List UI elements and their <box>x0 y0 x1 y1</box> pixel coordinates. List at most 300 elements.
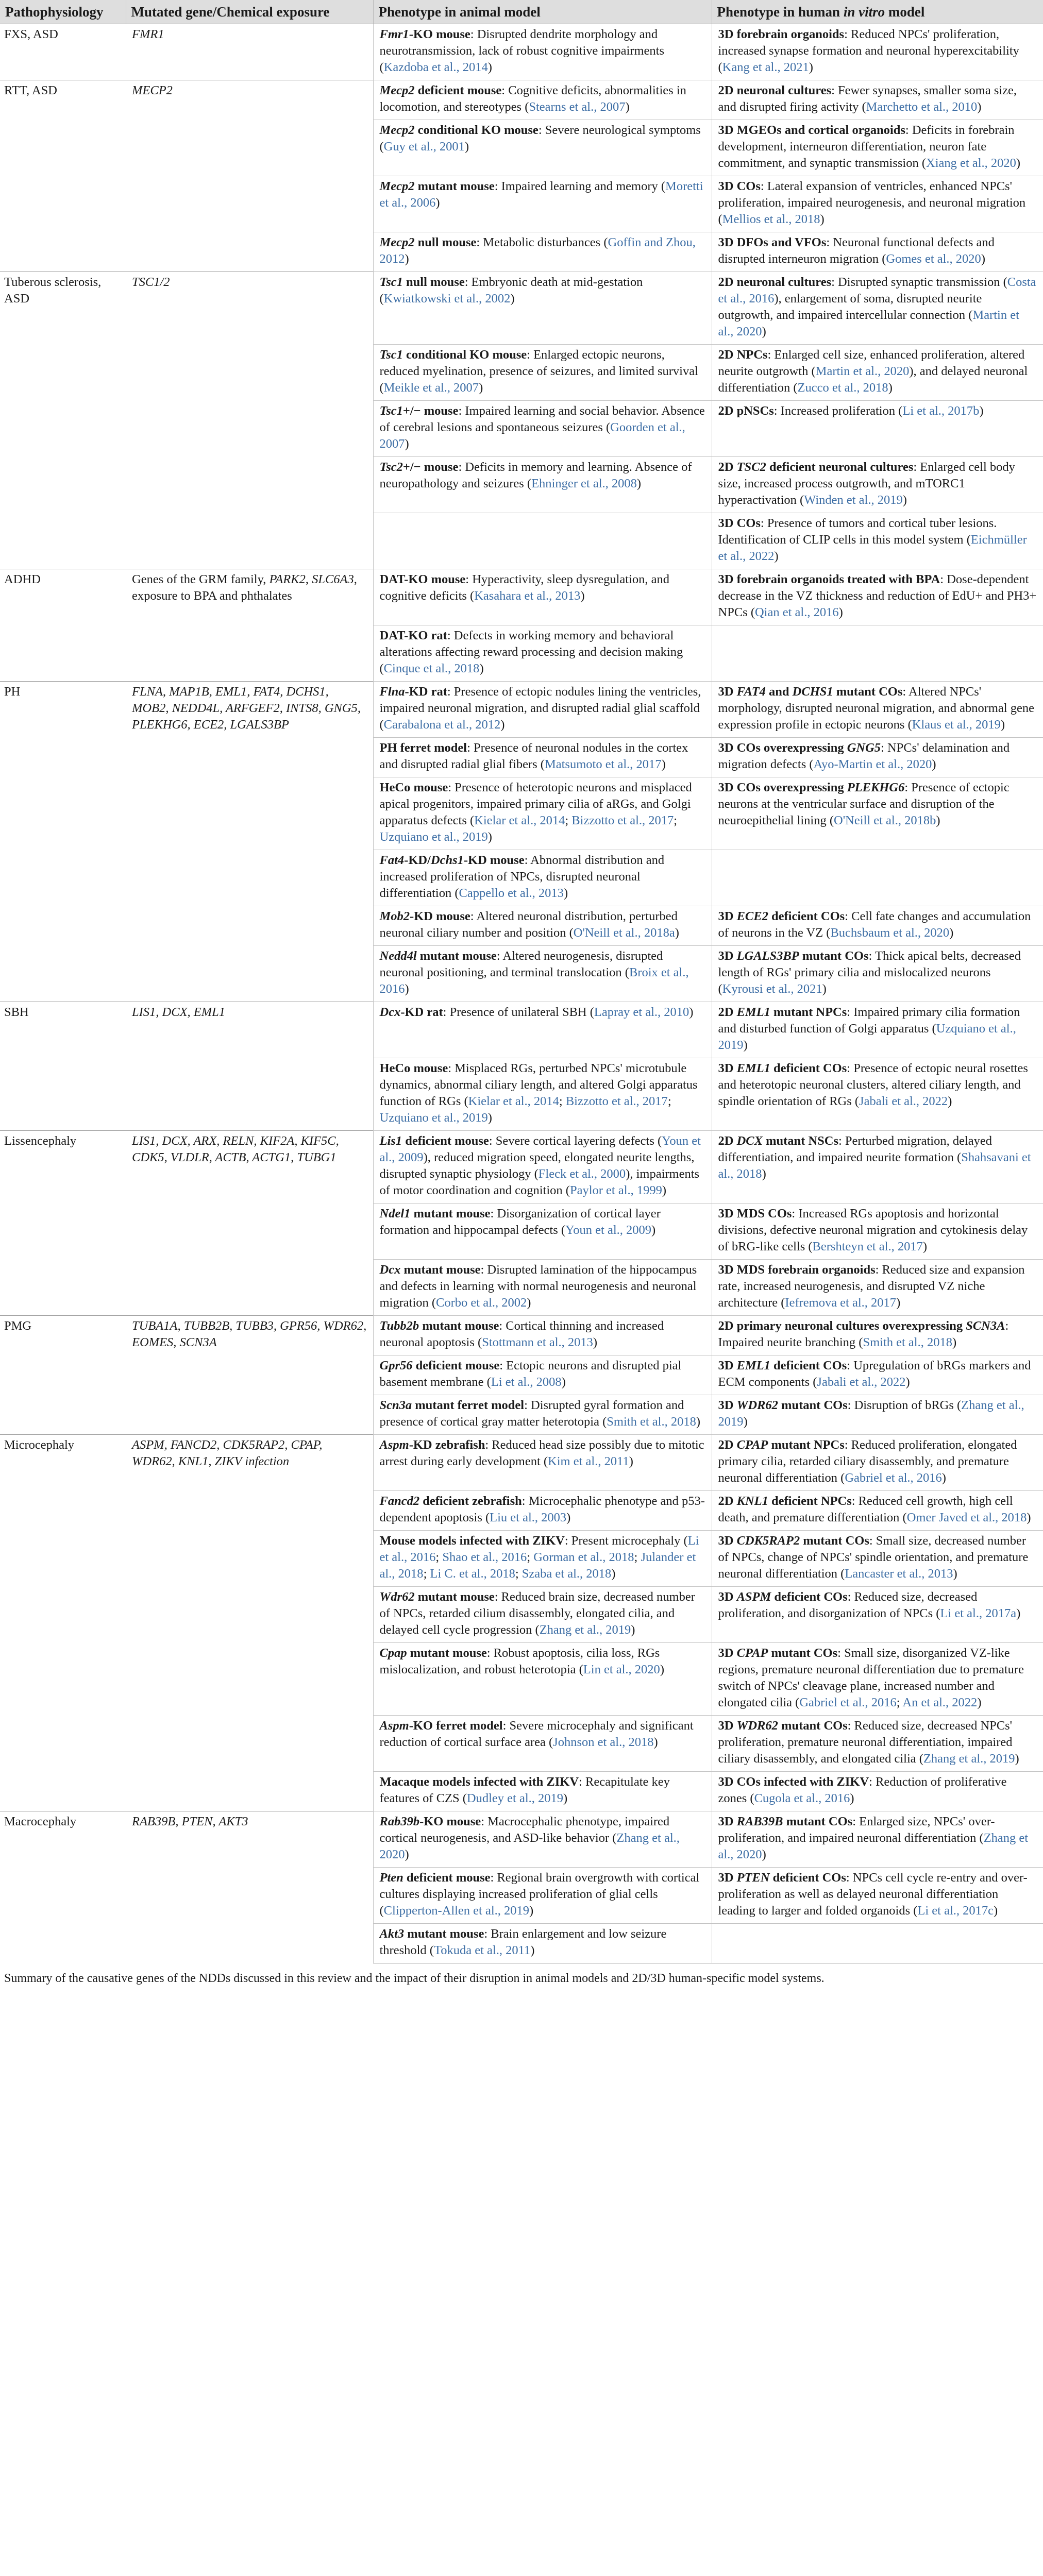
citation-link[interactable]: Bizzotto et al., 2017 <box>571 814 674 827</box>
phenotype-text: ) <box>405 1848 409 1861</box>
gene-name: SCN3A <box>966 1319 1005 1333</box>
model-label: 3D <box>718 1815 737 1828</box>
phenotype-text: : Severe cortical layering defects ( <box>489 1134 662 1148</box>
phenotype-text: : Presence of unilateral SBH ( <box>443 1005 594 1019</box>
citation-link[interactable]: Carabalona et al., 2012 <box>383 718 501 732</box>
citation-link[interactable]: Kyrousi et al., 2021 <box>722 982 822 996</box>
phenotype-text: : Reduced cell growth, high cell death, and premature differentiation ( <box>718 1494 1013 1524</box>
model-label: 2D <box>718 1438 737 1452</box>
citation-link[interactable]: Szaba et al., 2018 <box>522 1567 612 1581</box>
model-label: deficient COs <box>769 1871 846 1885</box>
model-label: DAT-KO rat <box>379 629 447 642</box>
animal-phenotype-cell <box>373 625 712 682</box>
citation-link[interactable]: Uzquiano et al., 2019 <box>379 830 488 844</box>
animal-phenotype-cell <box>373 401 712 457</box>
gene-name: ECE2 <box>736 909 768 923</box>
model-label: 3D forebrain organoids treated with BPA <box>718 572 940 586</box>
citation-link[interactable]: Johnson et al., 2018 <box>553 1735 654 1749</box>
phenotype-text: ) <box>529 1904 534 1918</box>
phenotype-text: ), enlargement of soma, disrupted neurite outgrowth, and impaired intercellular connection ( <box>718 292 982 322</box>
model-label: 2D neuronal cultures <box>718 83 832 97</box>
animal-phenotype-cell <box>373 850 712 906</box>
citation-link[interactable]: An et al., 2022 <box>902 1696 978 1709</box>
gene-name: Tsc1 <box>379 275 403 289</box>
citation-link[interactable]: Gabriel et al., 2016 <box>799 1696 897 1709</box>
phenotype-text: : Increased proliferation ( <box>773 404 903 418</box>
human-phenotype-cell <box>712 777 1043 850</box>
phenotype-text: : Perturbed migration, delayed differentiation, and impaired neurite formation ( <box>718 1134 992 1164</box>
animal-phenotype-cell <box>373 1531 712 1587</box>
citation-link[interactable]: Klaus et al., 2019 <box>912 718 1001 732</box>
phenotype-text: ) <box>977 100 982 114</box>
model-label: 2D <box>718 1494 737 1508</box>
model-label: mutant mouse <box>404 1927 484 1941</box>
phenotype-text: : Severe microcephaly and significant reduction of cortical surface area ( <box>379 1719 694 1749</box>
citation-link[interactable]: Jabali et al., 2022 <box>859 1094 948 1108</box>
model-label: -KD zebrafish <box>409 1438 485 1452</box>
human-phenotype-cell <box>712 1716 1043 1772</box>
citation-link[interactable]: Cappello et al., 2013 <box>459 886 564 900</box>
model-label: 3D MDS forebrain organoids <box>718 1263 876 1277</box>
citation-link[interactable]: Winden et al., 2019 <box>804 493 903 507</box>
model-label: 3D <box>718 1590 737 1604</box>
phenotype-text: : Enlarged cell body size, increased process outgrowth, and mTORC1 hyperactivation ( <box>718 460 1015 507</box>
phenotype-text: : Severe neurological symptoms ( <box>379 123 701 154</box>
animal-phenotype-cell <box>373 1868 712 1924</box>
citation-link[interactable]: Iefremova et al., 2017 <box>785 1296 897 1310</box>
model-label: deficient NPCs <box>768 1494 852 1508</box>
phenotype-text: : Cognitive deficits, abnormalities in locomotion, and stereotypes ( <box>379 83 686 114</box>
table-header-row <box>0 0 1043 24</box>
human-phenotype-cell <box>712 569 1043 625</box>
citation-link[interactable]: Smith et al., 2018 <box>607 1415 696 1429</box>
citation-link[interactable]: Kielar et al., 2014 <box>468 1094 559 1108</box>
human-phenotype-cell <box>712 946 1043 1002</box>
citation-link[interactable]: Youn et al., 2009 <box>565 1223 652 1237</box>
citation-link[interactable]: Gomes et al., 2020 <box>886 252 981 266</box>
pathophysiology-cell: SBH <box>0 1002 126 1131</box>
citation-link[interactable]: Goffin and Zhou, 2012 <box>379 235 696 266</box>
mutated-gene-cell: TUBA1A, TUBB2B, TUBB3, GPR56, WDR62, EOMES, SCN3A <box>126 1316 373 1435</box>
gene-name: Pten <box>379 1871 403 1885</box>
phenotype-text: : Thick apical belts, decreased length of RGs' primary cilia and mislocalized neurons ( <box>718 949 1021 996</box>
model-label: 2D <box>718 1134 737 1148</box>
header-pathophysiology: Pathophysiology <box>0 0 126 24</box>
model-label: 3D <box>718 1534 737 1548</box>
citation-link[interactable]: Zhang et al., 2020 <box>379 1831 680 1861</box>
pathophysiology-cell: FXS, ASD <box>0 24 126 80</box>
phenotype-text: : Recapitulate key features of CZS ( <box>379 1775 670 1805</box>
phenotype-text: ) <box>948 1094 952 1108</box>
citation-link[interactable]: Li et al., 2017b <box>902 404 980 418</box>
phenotype-text: : Disruption of bRGs ( <box>847 1398 962 1412</box>
phenotype-text: : Enlarged size, NPCs' over-proliferation, and impaired neuronal differentiation ( <box>718 1815 995 1845</box>
model-label: 3D <box>718 909 737 923</box>
phenotype-text: ; <box>515 1567 522 1581</box>
gene-name: Tubb2b <box>379 1319 419 1333</box>
model-label: mutant mouse <box>410 1207 491 1221</box>
citation-link[interactable]: Zhang et al., 2019 <box>539 1623 631 1637</box>
citation-link[interactable]: Li et al., 2017a <box>940 1606 1017 1620</box>
phenotype-text: ) <box>977 1696 982 1709</box>
phenotype-text: ) <box>435 196 440 210</box>
citation-link[interactable]: Gorman et al., 2018 <box>533 1550 634 1564</box>
phenotype-text: ; <box>674 814 678 827</box>
phenotype-text: ) <box>941 1471 946 1485</box>
phenotype-text: ) <box>636 477 642 490</box>
citation-link[interactable]: Eichmüller et al., 2022 <box>718 533 1027 563</box>
phenotype-text: : Upregulation of bRGs markers and ECM components ( <box>718 1359 1031 1389</box>
phenotype-text: : Disrupted dendrite morphology and neurotransmission, lack of robust cognitive impairments ( <box>379 27 665 74</box>
model-label: deficient mouse <box>402 1134 489 1148</box>
human-phenotype-cell <box>712 1260 1043 1316</box>
citation-link[interactable]: Tokuda et al., 2011 <box>433 1943 531 1957</box>
citation-link[interactable]: Zhang et al., 2019 <box>923 1752 1015 1766</box>
gene-name: DCX <box>736 1134 763 1148</box>
phenotype-text: : Macrocephalic phenotype, impaired cortical neurogenesis, and ASD-like behavior ( <box>379 1815 670 1845</box>
model-label: 3D <box>718 1871 737 1885</box>
model-label: 3D <box>718 1398 737 1412</box>
animal-phenotype-cell <box>373 1204 712 1260</box>
citation-link[interactable]: Guy et al., 2001 <box>383 140 465 154</box>
gene-name: PTEN <box>736 1871 770 1885</box>
citation-link[interactable]: Matsumoto et al., 2017 <box>544 757 662 771</box>
animal-phenotype-cell <box>373 1772 712 1811</box>
phenotype-text: ) <box>932 757 936 771</box>
phenotype-text: ) <box>922 1240 928 1253</box>
citation-link[interactable]: Cinque et al., 2018 <box>383 662 480 675</box>
gene-name: Lis1 <box>379 1134 402 1148</box>
model-label: and <box>765 685 793 699</box>
citation-link[interactable]: Lin et al., 2020 <box>583 1663 660 1676</box>
citation-link[interactable]: Li et al., 2008 <box>491 1375 562 1389</box>
phenotype-text: ) <box>653 1735 658 1749</box>
phenotype-text: : Reduced NPCs' proliferation, increased synapse formation and neuronal hyperexcitability ( <box>718 27 1019 74</box>
human-phenotype-cell <box>712 232 1043 272</box>
gene-name: Aspm <box>379 1719 409 1733</box>
citation-link[interactable]: Li C. et al., 2018 <box>430 1567 515 1581</box>
citation-link[interactable]: Bershteyn et al., 2017 <box>812 1240 923 1253</box>
model-label: mutant COs <box>800 1534 869 1548</box>
citation-link[interactable]: Zhang et al., 2019 <box>718 1398 1024 1429</box>
phenotype-text: ) <box>479 662 484 675</box>
phenotype-text: : Presence of ectopic neurons at the ventricular surface and disruption of the neuroepithelial lining ( <box>718 781 1010 827</box>
citation-link[interactable]: Liu et al., 2003 <box>490 1511 567 1524</box>
mutated-gene-cell: RAB39B, PTEN, AKT3 <box>126 1811 373 1963</box>
citation-link[interactable]: Li et al., 2016 <box>379 1534 699 1564</box>
model-label: +/− mouse <box>402 404 459 418</box>
human-phenotype-cell <box>712 457 1043 513</box>
gene-name: RAB39B <box>736 1815 783 1828</box>
citation-link[interactable]: Uzquiano et al., 2019 <box>718 1022 1016 1052</box>
phenotype-text: : Impaired learning and social behavior. Absence of cerebral lesions and spontaneous seizures ( <box>379 404 705 434</box>
citation-link[interactable]: Zhang et al., 2020 <box>718 1831 1029 1861</box>
phenotype-text: : Presence of ectopic nodules lining the ventricles, impaired neuronal migration, and disrupted radial glial scaffold ( <box>379 685 701 732</box>
citation-link[interactable]: Lancaster et al., 2013 <box>845 1567 953 1581</box>
human-phenotype-cell <box>712 24 1043 80</box>
human-phenotype-cell <box>712 401 1043 457</box>
human-phenotype-cell <box>712 1131 1043 1204</box>
phenotype-text: : Robust apoptosis, cilia loss, RGs mislocalization, and robust heterotopia ( <box>379 1646 660 1676</box>
model-label: 3D COs infected with ZIKV <box>718 1775 869 1789</box>
citation-link[interactable]: Julander et al., 2018 <box>379 1550 696 1581</box>
citation-link[interactable]: Kielar et al., 2014 <box>474 814 565 827</box>
animal-phenotype-cell <box>373 1811 712 1868</box>
phenotype-text: ; <box>896 1696 903 1709</box>
citation-link[interactable]: Li et al., 2017c <box>917 1904 994 1918</box>
model-label: mutant COs <box>799 949 869 963</box>
citation-link[interactable]: Shahsavani et al., 2018 <box>718 1150 1031 1181</box>
model-label: 3D <box>718 685 737 699</box>
model-label: 2D primary neuronal cultures overexpressing <box>718 1319 966 1333</box>
phenotype-text: ) <box>850 1791 854 1805</box>
citation-link[interactable]: Omer Javed et al., 2018 <box>906 1511 1027 1524</box>
model-label: 3D forebrain organoids <box>718 27 845 41</box>
animal-phenotype-cell <box>373 513 712 569</box>
gene-name: Flna <box>379 685 405 699</box>
table-body <box>0 24 1043 1963</box>
gene-name: Cpap <box>379 1646 407 1660</box>
citation-link[interactable]: Martin et al., 2020 <box>718 308 1019 338</box>
phenotype-text: ) <box>625 100 630 114</box>
model-label: mutant mouse <box>419 1319 499 1333</box>
phenotype-text: ) <box>905 1375 910 1389</box>
citation-link[interactable]: Shao et al., 2016 <box>442 1550 527 1564</box>
model-label: deficient mouse <box>412 1359 500 1372</box>
phenotype-text: : Hyperactivity, sleep dysregulation, and cognitive deficits ( <box>379 572 670 603</box>
phenotype-text: ; <box>565 814 572 827</box>
animal-phenotype-cell <box>373 1435 712 1491</box>
phenotype-text: ) <box>487 830 492 844</box>
phenotype-text: ) <box>774 549 779 563</box>
human-phenotype-cell <box>712 1204 1043 1260</box>
model-label: mutant COs <box>778 1719 848 1733</box>
gene-name: Akt3 <box>379 1927 405 1941</box>
phenotype-text: : Enlarged cell size, enhanced proliferation, altered neurite outgrowth ( <box>718 348 1025 378</box>
model-label: -KD mouse <box>463 853 525 867</box>
phenotype-text: : Altered NPCs' morphology, disrupted neuronal migration, and abnormal gene expression profile in ectopic neurons ( <box>718 685 1034 732</box>
citation-link[interactable]: Ayo-Martin et al., 2020 <box>813 757 932 771</box>
citation-link[interactable]: Moretti et al., 2006 <box>379 179 703 210</box>
citation-link[interactable]: Martin et al., 2020 <box>815 364 910 378</box>
table-row <box>0 569 1043 625</box>
gene-name: Dchs1 <box>430 853 464 867</box>
citation-link[interactable]: Uzquiano et al., 2019 <box>379 1111 488 1125</box>
citation-link[interactable]: Zucco et al., 2018 <box>797 381 888 395</box>
phenotype-text: ) <box>888 381 893 395</box>
citation-link[interactable]: Lapray et al., 2010 <box>594 1005 689 1019</box>
model-label: DAT-KO mouse <box>379 572 466 586</box>
gene-name: Fat4 <box>379 853 405 867</box>
human-phenotype-cell <box>712 1355 1043 1395</box>
citation-link[interactable]: Jabali et al., 2022 <box>817 1375 906 1389</box>
phenotype-text: ) <box>527 1296 531 1310</box>
gene-name: CPAP <box>736 1438 768 1452</box>
animal-phenotype-cell <box>373 345 712 401</box>
animal-phenotype-cell <box>373 1260 712 1316</box>
phenotype-text: ) <box>1015 1752 1019 1766</box>
phenotype-text: ) <box>561 1375 566 1389</box>
citation-link[interactable]: Costa et al., 2016 <box>718 275 1036 306</box>
citation-link[interactable]: Clipperton-Allen et al., 2019 <box>383 1904 530 1918</box>
table-row <box>0 682 1043 738</box>
citation-link[interactable]: Goorden et al., 2007 <box>379 420 685 451</box>
phenotype-text: : Reduced brain size, decreased number of NPCs, retarded cilium disassembly, elongated cilia, and delayed cell cycle progression ( <box>379 1590 695 1637</box>
gene-name: WDR62 <box>736 1719 778 1733</box>
gene-name: Mecp2 <box>379 235 415 249</box>
gene-name: Scn3a <box>379 1398 412 1412</box>
model-label: mutant mouse <box>416 949 497 963</box>
citation-link[interactable]: Kim et al., 2011 <box>548 1454 629 1468</box>
mutated-gene-cell: MECP2 <box>126 80 373 272</box>
citation-link[interactable]: Kazdoba et al., 2014 <box>383 60 488 74</box>
phenotype-text: ) <box>563 886 568 900</box>
model-label: mutant NSCs <box>762 1134 838 1148</box>
citation-link[interactable]: Broix et al., 2016 <box>379 965 689 996</box>
citation-link[interactable]: Meikle et al., 2007 <box>383 381 479 395</box>
human-phenotype-cell <box>712 1772 1043 1811</box>
model-label: PH ferret model <box>379 741 467 755</box>
gene-name: Fancd2 <box>379 1494 420 1508</box>
animal-phenotype-cell <box>373 1491 712 1531</box>
model-label: HeCo mouse <box>379 1061 448 1075</box>
citation-link[interactable]: O'Neill et al., 2018a <box>573 926 675 940</box>
gene-name: Wdr62 <box>379 1590 415 1604</box>
model-label: -KD/ <box>404 853 431 867</box>
model-label: mutant mouse <box>400 1263 481 1277</box>
model-label: 3D <box>718 949 737 963</box>
citation-link[interactable]: Kang et al., 2021 <box>722 60 809 74</box>
animal-phenotype-cell <box>373 1395 712 1435</box>
phenotype-text: ) <box>994 1904 998 1918</box>
animal-phenotype-cell <box>373 80 712 120</box>
mutated-gene-cell: LIS1, DCX, EML1 <box>126 1002 373 1131</box>
citation-link[interactable]: Buchsbaum et al., 2020 <box>830 926 950 940</box>
phenotype-text: : Altered neurogenesis, disrupted neuronal positioning, and terminal translocation ( <box>379 949 663 979</box>
phenotype-text: ), and delayed neuronal differentiation ( <box>718 364 1028 395</box>
animal-phenotype-cell <box>373 682 712 738</box>
animal-phenotype-cell <box>373 1643 712 1716</box>
human-phenotype-cell <box>712 120 1043 176</box>
model-label: mutant COs <box>833 685 903 699</box>
human-phenotype-cell <box>712 738 1043 777</box>
citation-link[interactable]: Ehninger et al., 2008 <box>531 477 637 490</box>
model-label: deficient COs <box>770 1359 847 1372</box>
phenotype-text: : Deficits in forebrain development, interneuron differentiation, neuron fate commitment, and synaptic transmission ( <box>718 123 1015 170</box>
model-label: 3D <box>718 1061 737 1075</box>
citation-link[interactable]: Qian et al., 2016 <box>754 605 839 619</box>
citation-link[interactable]: Bizzotto et al., 2017 <box>565 1094 668 1108</box>
model-label: null mouse <box>414 235 477 249</box>
gene-name: GNG5 <box>847 741 881 755</box>
citation-link[interactable]: Stearns et al., 2007 <box>529 100 626 114</box>
phenotype-text: : Reduced size, decreased proliferation, and disorganization of NPCs ( <box>718 1590 978 1620</box>
phenotype-text: ) <box>936 814 940 827</box>
citation-link[interactable]: Dudley et al., 2019 <box>466 1791 564 1805</box>
citation-link[interactable]: O'Neill et al., 2018b <box>834 814 936 827</box>
phenotype-text: : Impaired primary cilia formation and disturbed function of Golgi apparatus ( <box>718 1005 1020 1036</box>
citation-link[interactable]: Youn et al., 2009 <box>379 1134 701 1164</box>
gene-text: , exposure to BPA and phthalates <box>132 572 357 603</box>
citation-link[interactable]: Smith et al., 2018 <box>863 1335 952 1349</box>
phenotype-text: ; <box>667 1094 671 1108</box>
model-label: Mouse models infected with ZIKV <box>379 1534 565 1548</box>
phenotype-text: ) <box>510 292 515 306</box>
model-label: conditional KO mouse <box>414 123 539 137</box>
phenotype-text: : Lateral expansion of ventricles, enhanced NPCs' proliferation, impaired neurogenesis, and neuronal migration ( <box>718 179 1026 226</box>
gene-name: Aspm <box>379 1438 409 1452</box>
model-label: 2D <box>718 460 737 474</box>
gene-name: PLEKHG6 <box>847 781 905 794</box>
mutated-gene-cell: ASPM, FANCD2, CDK5RAP2, CPAP, WDR62, KNL1, ZIKV infection <box>126 1435 373 1811</box>
phenotype-text: ) <box>902 493 907 507</box>
model-label: mutant COs <box>778 1398 848 1412</box>
citation-link[interactable]: Fleck et al., 2000 <box>538 1167 626 1181</box>
animal-phenotype-cell <box>373 457 712 513</box>
citation-link[interactable]: Marchetto et al., 2010 <box>866 100 978 114</box>
gene-name: Gpr56 <box>379 1359 413 1372</box>
model-label: 2D NPCs <box>718 348 768 362</box>
animal-phenotype-cell <box>373 1131 712 1204</box>
model-label: 3D MGEOs and cortical organoids <box>718 123 905 137</box>
citation-link[interactable]: Cugola et al., 2016 <box>754 1791 850 1805</box>
human-phenotype-cell <box>712 1435 1043 1491</box>
citation-link[interactable]: Mellios et al., 2018 <box>722 212 820 226</box>
gene-name: EML1 <box>736 1359 770 1372</box>
animal-phenotype-cell <box>373 1355 712 1395</box>
phenotype-text: ) <box>952 1335 957 1349</box>
gene-text: , <box>305 572 312 586</box>
animal-phenotype-cell <box>373 906 712 946</box>
header-human-phenotype: Phenotype in human in vitro model <box>712 0 1043 24</box>
phenotype-text: ) <box>464 140 469 154</box>
gene-name: Tsc1 <box>379 404 403 418</box>
model-label: -KD rat <box>400 1005 443 1019</box>
citation-link[interactable]: Kwiatkowski et al., 2002 <box>383 292 511 306</box>
phenotype-text: ; <box>527 1550 534 1564</box>
phenotype-text: ; <box>634 1550 641 1564</box>
phenotype-text: ) <box>405 437 409 451</box>
phenotype-text: : Presence of ectopic neural rosettes and heterotopic neuronal clusters, altered ciliary length, and spindle orientation of RGs ( <box>718 1061 1028 1108</box>
citation-link[interactable]: Paylor et al., 1999 <box>569 1183 662 1197</box>
phenotype-text: : Embryonic death at mid-gestation ( <box>379 275 643 306</box>
human-phenotype-cell <box>712 1395 1043 1435</box>
citation-link[interactable]: Gabriel et al., 2016 <box>845 1471 942 1485</box>
phenotype-text: : Reduced head size possibly due to mitotic arrest during early development ( <box>379 1438 704 1468</box>
gene-name: Mecp2 <box>379 123 415 137</box>
model-label: deficient COs <box>771 1590 848 1604</box>
model-label: deficient zebrafish <box>419 1494 522 1508</box>
table-caption: Summary of the causative genes of the NDDs discussed in this review and the impact of their disruption in animal models and 2D/3D human-specific model systems. <box>4 1972 825 1985</box>
citation-link[interactable]: Kasahara et al., 2013 <box>474 589 581 603</box>
phenotype-text: ) <box>1027 1511 1031 1524</box>
gene-name: Tsc2 <box>379 460 403 474</box>
citation-link[interactable]: Xiang et al., 2020 <box>926 156 1016 170</box>
human-phenotype-cell <box>712 1058 1043 1131</box>
pathophysiology-cell: RTT, ASD <box>0 80 126 272</box>
phenotype-text: : Brain enlargement and low seizure threshold ( <box>379 1927 667 1957</box>
human-phenotype-cell <box>712 682 1043 738</box>
model-label: +/− mouse <box>402 460 459 474</box>
citation-link[interactable]: Corbo et al., 2002 <box>436 1296 527 1310</box>
pathophysiology-cell: PMG <box>0 1316 126 1435</box>
human-phenotype-cell <box>712 80 1043 120</box>
citation-link[interactable]: Stottmann et al., 2013 <box>482 1335 593 1349</box>
phenotype-text: : Dose-dependent decrease in the VZ thickness and reduction of EdU+ and PH3+ NPCs ( <box>718 572 1037 619</box>
model-label: 3D DFOs and VFOs <box>718 235 827 249</box>
gene-name: KNL1 <box>736 1494 768 1508</box>
gene-name: CPAP <box>736 1646 768 1660</box>
